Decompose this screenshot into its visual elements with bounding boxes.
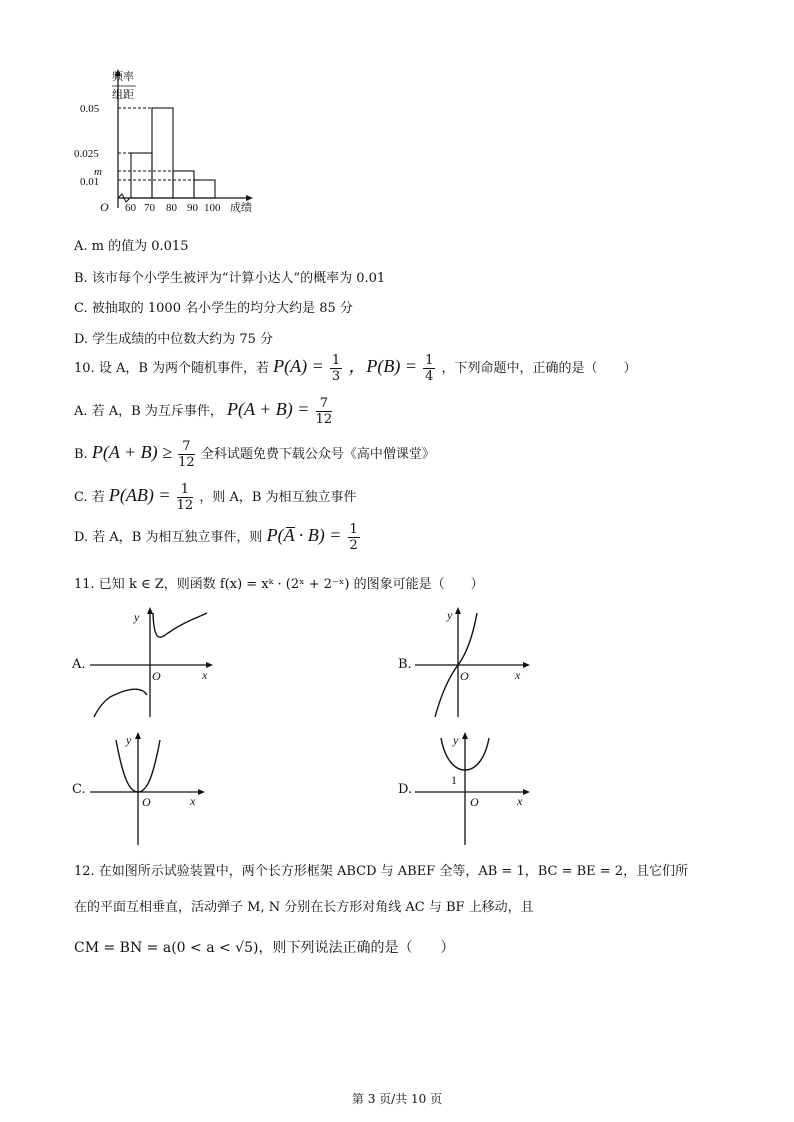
- graph-a-origin: O: [152, 669, 161, 683]
- q12-line-2: 在的平面互相垂直，活动弹子 M, N 分别在长方形对角线 AC 与 BF 上移动，且: [74, 900, 534, 915]
- q10-pa: P(A) =: [273, 356, 324, 376]
- histogram-figure: [74, 68, 278, 218]
- hist-y-label-top: 频率: [112, 71, 134, 83]
- q9-option-c: C. 被抽取的 1000 名小学生的均分大约是 85 分: [74, 301, 353, 316]
- hist-x-tick-80: 80: [166, 202, 177, 214]
- q10-frac-1-3: $\frac{1}{3}$: [331, 353, 341, 384]
- q10-stem: [74, 352, 637, 384]
- hist-y-tick-0025: 0.025: [74, 148, 99, 160]
- q10-option-b: B. P(A + B) ≥ $\frac{7}{12}$ 全科试题免费下载公众号《高中僧课堂》: [74, 439, 435, 470]
- q10-option-c: C. 若 P(AB) = $\frac{1}{12}$ ，则 A，B 为相互独立事件: [74, 482, 357, 513]
- hist-origin: O: [100, 200, 109, 214]
- q10-frac-1-4: $\frac{1}{4}$: [425, 353, 434, 384]
- hist-x-tick-90: 90: [187, 202, 198, 214]
- graph-b: [415, 605, 545, 725]
- frac-7-12: $\frac{7}{12}$: [178, 439, 195, 470]
- graph-b-origin: O: [460, 669, 469, 683]
- q12-line-3: CM = BN = a(0 < a < √5)，则下列说法正确的是（ ）: [74, 940, 455, 956]
- q10-stem-post: ，下列命题中，正确的是（ ）: [441, 361, 637, 376]
- q9-option-d: D. 学生成绩的中位数大约为 75 分: [74, 332, 274, 347]
- frac-1-2: $\frac{1}{2}$: [349, 522, 358, 553]
- graph-d-origin: O: [470, 795, 479, 809]
- histogram-bar-90-100: [194, 180, 215, 198]
- graph-d-y: y: [453, 733, 459, 747]
- hist-y-tick-001: 0.01: [80, 176, 100, 188]
- q11-label-a: A.: [72, 657, 86, 672]
- q12-line-1: 12. 在如图所示试验装置中，两个长方形框架 ABCD 与 ABEF 全等，AB = 1，BC = BE = 2，且它们所: [74, 864, 689, 879]
- graph-a: [90, 605, 220, 725]
- histogram-bar-60-70: [131, 153, 152, 198]
- page-footer: 第 3 页/共 10 页: [351, 1092, 443, 1106]
- q10-option-a: A. 若 A，B 为互斥事件， P(A + B) = $\frac{7}{12}$: [74, 396, 333, 427]
- q11-label-d: D.: [398, 782, 413, 797]
- hist-x-tick-70: 70: [144, 202, 155, 214]
- q10-pb: ，P(B) =: [348, 356, 417, 376]
- histogram-bar-70-80: [152, 108, 173, 198]
- hist-y-tick-005: 0.05: [80, 103, 100, 115]
- histogram-bar-80-90: [173, 171, 194, 198]
- frac-7-12: $\frac{7}{12}$: [315, 396, 333, 427]
- hist-y-tick-m: m: [94, 166, 102, 178]
- q10-stem-pre: 10. 设 A，B 为两个随机事件，若: [74, 361, 270, 376]
- graph-c-origin: O: [142, 795, 151, 809]
- graph-b-x: x: [515, 668, 521, 682]
- graph-d-tick-1: 1: [451, 773, 457, 787]
- graph-c-y: y: [126, 733, 132, 747]
- q10-option-d: D. 若 A，B 为相互独立事件，则 P(A̅ · B) = $\frac{1}{2}$: [74, 522, 358, 553]
- graph-a-x: x: [202, 668, 208, 682]
- hist-x-tick-100: 100: [204, 202, 221, 214]
- q11-stem: 11. 已知 k ∈ Z，则函数 f(x) = xᵏ · (2ˣ + 2⁻ˣ) 的图象可能是（ ）: [74, 577, 484, 592]
- hist-x-axis-label: 成绩: [230, 202, 252, 214]
- graph-c: [90, 730, 220, 850]
- q9-option-b: B. 该市每个小学生被评为“计算小达人”的概率为 0.01: [74, 271, 386, 286]
- frac-1-12: $\frac{1}{12}$: [176, 482, 194, 513]
- hist-x-tick-60: 60: [125, 202, 136, 214]
- q9-option-a: A. m 的值为 0.015: [74, 239, 189, 254]
- graph-d-x: x: [517, 794, 523, 808]
- q11-label-b: B.: [398, 657, 412, 672]
- hist-y-label-bottom: 组距: [112, 89, 134, 101]
- graph-c-x: x: [190, 794, 196, 808]
- q11-label-c: C.: [72, 782, 86, 797]
- graph-d: [415, 730, 545, 850]
- graph-b-y: y: [447, 608, 453, 622]
- graph-a-y: y: [134, 610, 140, 624]
